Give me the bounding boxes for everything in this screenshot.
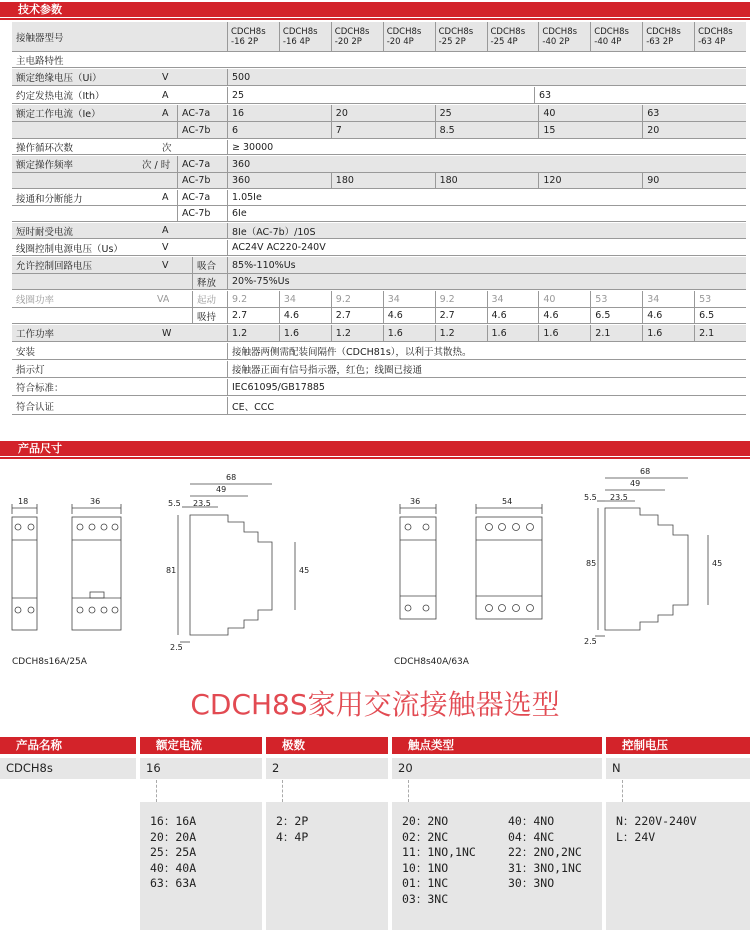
work-cell: 1.2	[331, 325, 383, 341]
terminal-icon	[112, 607, 118, 613]
dim-49b: 49	[630, 479, 641, 488]
terminal-icon	[89, 524, 95, 530]
ith-row	[12, 87, 746, 104]
pull-value: 85%-110%Us	[227, 257, 746, 273]
cycles-row	[12, 140, 746, 155]
dim-2-5b: 2.5	[584, 637, 597, 646]
ie-ac7b-label: AC-7b	[177, 122, 227, 138]
model-cell	[487, 22, 539, 51]
voltage-option: N：220V-240V	[616, 814, 697, 828]
terminal-icon	[486, 524, 493, 531]
work-cell: 1.6	[383, 325, 435, 341]
model-line-1: CDCH8s	[698, 26, 733, 37]
terminal-icon	[423, 605, 429, 611]
freq-7a-value: 360	[227, 156, 746, 172]
release-value: 20%-75%Us	[227, 274, 746, 289]
cert-label: 符合认证	[16, 401, 55, 413]
value-poles: 2	[266, 758, 388, 779]
ie-7a-cell: 16	[227, 105, 331, 121]
coilpow-row-start	[12, 291, 746, 308]
model-line-1: CDCH8s	[542, 26, 578, 37]
work-unit: W	[162, 327, 172, 339]
model-cell	[331, 22, 383, 51]
model-line-2: -25 2P	[438, 36, 466, 47]
cycles-label: 操作循环次数	[16, 143, 74, 154]
cert-value: CE、CCC	[227, 397, 746, 414]
freq-7b-cell: 180	[331, 173, 435, 188]
coil-voltage-value: AC24V AC220-240V	[227, 240, 746, 255]
hold-cell: 4.6	[538, 308, 590, 323]
hold-label: 吸持	[192, 308, 227, 323]
main-circuit-label: 主电路特性	[16, 56, 64, 67]
model-line-2: -16 2P	[231, 36, 259, 47]
terminal-icon	[486, 605, 493, 612]
allow-label: 允许控制回路电压	[16, 261, 93, 272]
ith-unit: A	[162, 89, 169, 101]
coil-voltage-label: 线圈控制电源电压（Us）	[16, 243, 123, 255]
contact-option: 30：3NO	[508, 876, 555, 890]
dim-68: 68	[226, 473, 237, 482]
terminal-icon	[513, 605, 520, 612]
ie-7b-cell: 15	[538, 122, 642, 138]
std-row	[12, 379, 746, 396]
tech-section-header	[0, 2, 750, 17]
ie-7b-cell: 8.5	[435, 122, 539, 138]
terminal-icon	[15, 607, 21, 613]
arrow-current	[156, 780, 157, 802]
make-unit: A	[162, 192, 169, 203]
device-b-54-outline	[476, 517, 542, 619]
dim-23-5b: 23.5	[610, 493, 628, 502]
dim-18: 18	[18, 497, 29, 506]
start-cell: 53	[694, 291, 746, 307]
model-line-1: CDCH8s	[282, 26, 318, 37]
header-control-voltage: 控制电压	[606, 737, 750, 754]
dim-5-5: 5.5	[168, 499, 181, 508]
terminal-icon	[405, 524, 411, 530]
terminal-icon	[527, 605, 534, 612]
hold-cell: 4.6	[487, 308, 539, 323]
arrow-contact	[408, 780, 409, 802]
current-options	[140, 802, 262, 930]
current-option: 25：25A	[150, 845, 197, 859]
terminal-icon	[77, 607, 83, 613]
start-cell: 34	[642, 291, 694, 307]
work-cell: 1.6	[538, 325, 590, 341]
model-line-1: CDCH8s	[594, 26, 629, 37]
contact-option: 02：2NC	[402, 829, 449, 844]
model-line-1: CDCH8s	[438, 26, 474, 37]
ie-unit: A	[162, 107, 169, 119]
value-rated-current: 16	[140, 758, 262, 779]
ith-label: 约定发热电流（Ith）	[16, 91, 105, 102]
std-value: IEC61095/GB17885	[227, 379, 746, 395]
ie-7b-cell: 20	[642, 122, 746, 138]
model-header-row	[12, 22, 746, 52]
dim-81: 81	[166, 566, 177, 575]
header-product-name: 产品名称	[0, 737, 136, 754]
work-label: 工作功率	[16, 329, 55, 340]
allow-row-release	[12, 274, 746, 290]
contact-option: 31：3NO,1NC	[508, 860, 582, 875]
model-line-2: -40 2P	[542, 36, 570, 47]
caption-a: CDCH8s16A/25A	[12, 657, 87, 667]
terminal-icon	[28, 607, 34, 613]
model-cell	[642, 22, 694, 51]
freq-7b-cell: 90	[642, 173, 746, 188]
contact-option: 03：3NC	[402, 891, 449, 906]
model-line-1: CDCH8s	[334, 26, 370, 37]
hold-cell: 4.6	[642, 308, 694, 323]
work-cell: 2.1	[590, 325, 642, 341]
install-label: 安装	[16, 347, 36, 358]
install-row	[12, 343, 746, 360]
hold-cell: 4.6	[279, 308, 331, 323]
header-contact-type: 触点类型	[392, 737, 602, 754]
install-value: 接触器两侧需配装间隔件（CDCH81s），以利于其散热。	[227, 343, 746, 359]
start-label: 起动	[192, 291, 227, 307]
dim-49: 49	[216, 485, 227, 494]
freq-row-7a	[12, 156, 746, 173]
hold-cell: 6.5	[590, 308, 642, 323]
voltage-option: L：24V	[616, 829, 656, 844]
model-line-2: -63 2P	[646, 36, 674, 47]
freq-unit: 次 / 时	[142, 160, 171, 171]
freq-7b-cell: 120	[538, 173, 642, 188]
model-line-1: CDCH8s	[386, 26, 422, 37]
ie-row-7b	[12, 122, 746, 139]
model-cell	[383, 22, 435, 51]
pole-option: 4：4P	[276, 829, 309, 844]
short-row	[12, 223, 746, 239]
model-line-2: -20 2P	[334, 36, 362, 47]
contact-option: 11：1NO,1NC	[402, 845, 476, 859]
header-rated-current: 额定电流	[140, 737, 262, 754]
freq-ac7b-label: AC-7b	[177, 173, 227, 188]
terminal-icon	[513, 524, 520, 531]
work-cell: 1.6	[487, 325, 539, 341]
terminal-icon	[405, 605, 411, 611]
light-row	[12, 361, 746, 378]
model-cell	[538, 22, 590, 51]
dim-45b: 45	[712, 559, 723, 568]
start-cell: 9.2	[435, 291, 487, 307]
freq-row-7b	[12, 173, 746, 189]
model-line-2: -20 4P	[386, 36, 414, 47]
dim-36: 36	[90, 497, 101, 506]
coil-voltage-unit: V	[162, 242, 169, 253]
model-cell	[435, 22, 487, 51]
model-line-1: CDCH8s	[490, 26, 526, 37]
short-value: 8Ie（AC-7b）/10S	[227, 223, 746, 238]
caption-b: CDCH8s40A/63A	[394, 657, 469, 667]
pull-label: 吸合	[192, 257, 227, 273]
dimension-drawings	[0, 460, 750, 675]
terminal-icon	[423, 524, 429, 530]
ui-row	[12, 69, 746, 86]
cycles-value: ≥ 30000	[227, 140, 746, 154]
make-ac7a-label: AC-7a	[177, 190, 227, 205]
dim-5-5b: 5.5	[584, 493, 597, 502]
contact-option: 01：1NC	[402, 876, 449, 890]
release-label: 释放	[192, 274, 227, 289]
terminal-icon	[112, 524, 118, 530]
terminal-icon	[101, 524, 107, 530]
ie-7a-cell: 20	[331, 105, 435, 121]
model-cell	[590, 22, 642, 51]
work-power-row	[12, 325, 746, 342]
hold-cell: 2.7	[331, 308, 383, 323]
ie-label: 额定工作电流（Ie）	[16, 109, 101, 120]
tech-section-title: 技术参数	[18, 3, 62, 16]
value-contact-type: 20	[392, 758, 602, 779]
contact-option: 04：4NC	[508, 829, 555, 844]
ui-unit: V	[162, 71, 169, 83]
ie-ac7a-label: AC-7a	[177, 105, 227, 121]
contact-option: 20：2NO	[402, 814, 449, 828]
std-label: 符合标准：	[16, 383, 64, 394]
model-cell	[279, 22, 331, 51]
terminal-icon	[499, 605, 506, 612]
work-cell: 1.2	[435, 325, 487, 341]
model-line-1: CDCH8s	[646, 26, 681, 37]
arrow-poles	[282, 780, 283, 802]
terminal-icon	[15, 524, 21, 530]
model-line-2: -16 4P	[282, 36, 311, 47]
work-cell: 1.2	[227, 325, 279, 341]
terminal-icon	[89, 607, 95, 613]
dims-section-header	[0, 441, 750, 456]
current-option: 40：40A	[150, 860, 197, 875]
start-cell: 34	[383, 291, 435, 307]
coilpow-unit: VA	[157, 293, 170, 305]
coilpow-label: 线圈功率	[16, 295, 55, 306]
dim-45: 45	[299, 566, 310, 575]
dim-68b: 68	[640, 467, 651, 476]
cycles-unit: 次	[162, 143, 172, 154]
make-row-7a	[12, 190, 746, 206]
model-line-2: -40 4P	[594, 36, 622, 47]
make-row-7b	[12, 206, 746, 222]
hold-cell: 4.6	[383, 308, 435, 323]
voltage-options	[606, 802, 750, 930]
make-7a-value: 1.05Ie	[227, 190, 746, 205]
work-cell: 1.6	[642, 325, 694, 341]
model-cell	[694, 22, 746, 51]
current-option: 63：63A	[150, 876, 197, 890]
dim-2-5: 2.5	[170, 643, 183, 652]
model-line-1: CDCH8s	[231, 26, 266, 37]
ith-value-2: 63	[534, 87, 746, 103]
dim-36b: 36	[410, 497, 421, 506]
contact-options	[392, 802, 602, 930]
start-cell: 53	[590, 291, 642, 307]
contact-option: 40：4NO	[508, 814, 555, 828]
freq-7b-cell: 180	[435, 173, 539, 188]
start-cell: 40	[538, 291, 590, 307]
short-label: 短时耐受电流	[16, 226, 74, 238]
ie-7a-cell: 25	[435, 105, 539, 121]
ie-row-7a	[12, 105, 746, 122]
device-18-outline	[12, 517, 37, 630]
value-product-name: CDCH8s	[0, 758, 136, 779]
ie-7b-cell: 7	[331, 122, 435, 138]
terminal-icon	[101, 607, 107, 613]
start-cell: 34	[487, 291, 539, 307]
cert-row	[12, 397, 746, 415]
side-view-b-outline	[605, 508, 688, 630]
coil-voltage-row	[12, 240, 746, 256]
dim-23-5: 23.5	[193, 499, 211, 508]
device-b-36-outline	[400, 517, 436, 619]
current-option: 16：16A	[150, 814, 197, 828]
dims-section-title: 产品尺寸	[18, 442, 62, 455]
coilpow-row-hold	[12, 308, 746, 324]
freq-label: 额定操作频率	[16, 160, 74, 171]
allow-row-pull	[12, 257, 746, 274]
contact-option: 10：1NO	[402, 860, 449, 875]
ui-label: 额定绝缘电压（Ui）	[16, 73, 102, 84]
pole-options	[266, 802, 388, 930]
short-unit: A	[162, 225, 169, 236]
hold-cell: 6.5	[694, 308, 746, 323]
ith-value-1: 25	[227, 87, 534, 103]
model-label: 接触器型号	[16, 32, 64, 44]
terminal-icon	[28, 524, 34, 530]
work-cell: 2.1	[694, 325, 746, 341]
model-cell	[227, 22, 279, 51]
start-cell: 9.2	[227, 291, 279, 307]
header-poles: 极数	[266, 737, 388, 754]
model-line-2: -25 4P	[490, 36, 518, 47]
hold-cell: 2.7	[227, 308, 279, 323]
light-label: 指示灯	[16, 365, 45, 376]
ie-7a-cell: 63	[642, 105, 746, 121]
selection-title: CDCH8S家用交流接触器选型	[190, 688, 560, 721]
start-cell: 34	[279, 291, 331, 307]
ie-7b-cell: 6	[227, 122, 331, 138]
work-cell: 1.6	[279, 325, 331, 341]
terminal-icon	[527, 524, 534, 531]
light-value: 接触器正面有信号指示器，红色；线圈已接通	[227, 361, 746, 377]
current-option: 20：20A	[150, 829, 197, 844]
make-ac7b-label: AC-7b	[177, 206, 227, 221]
arrow-voltage	[622, 780, 623, 802]
dim-54: 54	[502, 497, 513, 506]
freq-ac7a-label: AC-7a	[177, 156, 227, 172]
dim-85: 85	[586, 559, 597, 568]
ui-value: 500	[227, 69, 746, 85]
pole-option: 2：2P	[276, 814, 309, 828]
hold-cell: 2.7	[435, 308, 487, 323]
value-control-voltage: N	[606, 758, 750, 779]
freq-7b-cell: 360	[227, 173, 331, 188]
ie-7a-cell: 40	[538, 105, 642, 121]
model-line-2: -63 4P	[698, 36, 726, 47]
contact-option: 22：2NO,2NC	[508, 845, 582, 859]
allow-unit: V	[162, 259, 169, 271]
make-7b-value: 6Ie	[227, 206, 746, 221]
start-cell: 9.2	[331, 291, 383, 307]
terminal-icon	[77, 524, 83, 530]
terminal-icon	[499, 524, 506, 531]
main-circuit-row	[12, 53, 746, 68]
make-label: 接通和分断能力	[16, 193, 83, 205]
side-view-a-outline	[190, 515, 272, 635]
